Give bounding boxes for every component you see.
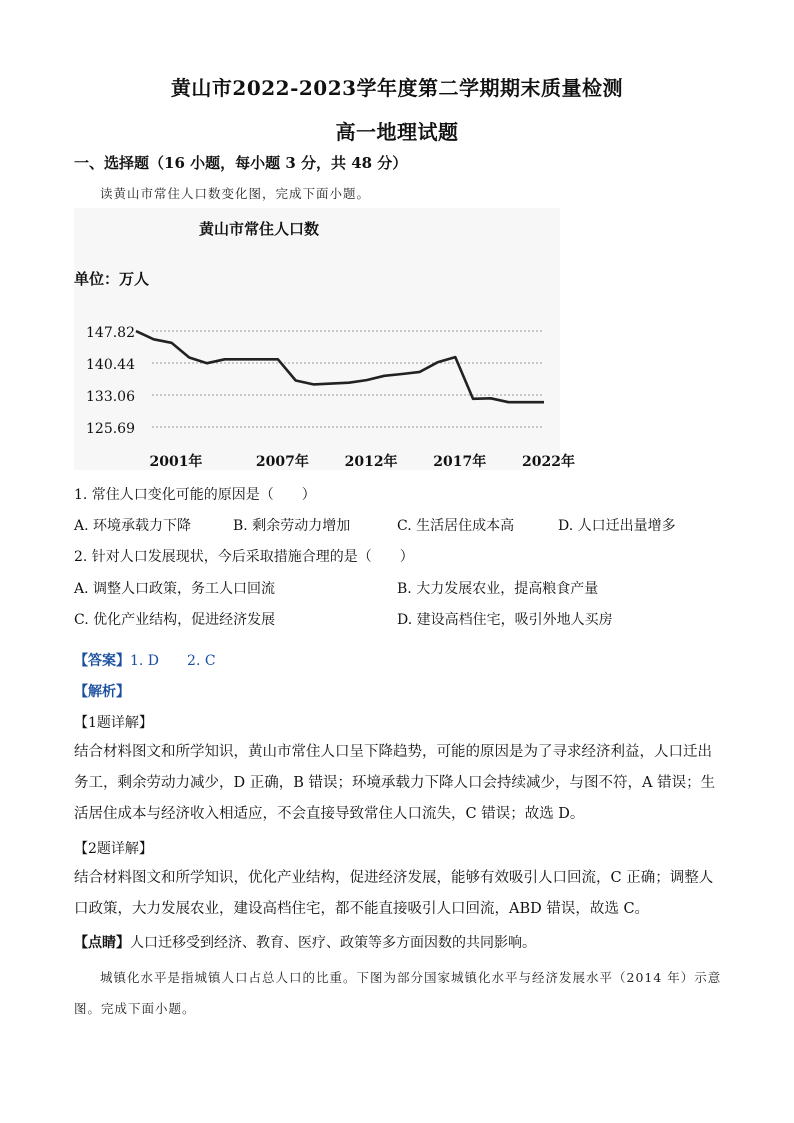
x-tick-label: 2012年 bbox=[344, 454, 398, 470]
answer-value: 1. D 2. C bbox=[130, 653, 216, 669]
population-series-line bbox=[136, 331, 544, 402]
population-chart bbox=[74, 208, 575, 470]
question-2-stem: 2. 针对人口发展现状，今后采取措施合理的是（ ） bbox=[74, 549, 414, 565]
population-chart-svg bbox=[74, 208, 575, 470]
q1-option-b[interactable]: B. 剩余劳动力增加 bbox=[233, 518, 351, 534]
detail-1-tag: 【1题详解】 bbox=[74, 715, 153, 731]
tip-row bbox=[74, 932, 536, 952]
answer-tag: 【答案】 bbox=[74, 653, 130, 669]
question-1-stem: 1. 常住人口变化可能的原因是（ ） bbox=[74, 487, 316, 503]
q1-option-a[interactable]: A. 环境承载力下降 bbox=[74, 518, 192, 534]
chart-x-ticks bbox=[149, 453, 574, 470]
x-tick-label: 2001年 bbox=[149, 454, 203, 470]
chart-y-ticks bbox=[86, 325, 135, 437]
section-heading: 一、选择题（16 小题，每小题 3 分，共 48 分） bbox=[74, 154, 408, 172]
detail-2-tag: 【2题详解】 bbox=[74, 841, 153, 857]
y-tick-label: 133.06 bbox=[86, 389, 135, 406]
x-tick-label: 2022年 bbox=[522, 454, 575, 470]
q2-option-c[interactable]: C. 优化产业结构，促进经济发展 bbox=[74, 612, 276, 628]
q2-option-d[interactable]: D. 建设高档住宅，吸引外地人买房 bbox=[397, 612, 613, 628]
y-tick-label: 140.44 bbox=[86, 357, 135, 374]
x-tick-label: 2007年 bbox=[255, 454, 309, 470]
chart-title: 黄山市常住人口数 bbox=[199, 220, 320, 238]
q1-option-d[interactable]: D. 人口迁出量增多 bbox=[558, 518, 676, 534]
analysis-tag: 【解析】 bbox=[74, 684, 130, 700]
x-tick-label: 2017年 bbox=[433, 454, 487, 470]
q2-option-b[interactable]: B. 大力发展农业，提高粮食产量 bbox=[397, 581, 599, 597]
intro-text-1: 读黄山市常住人口数变化图，完成下面小题。 bbox=[100, 186, 371, 201]
q1-option-c[interactable]: C. 生活居住成本高 bbox=[397, 518, 515, 534]
y-tick-label: 147.82 bbox=[86, 325, 135, 341]
page-title: 黄山市2022-2023学年度第二学期期末质量检测 bbox=[170, 76, 624, 100]
q2-option-a[interactable]: A. 调整人口政策，务工人口回流 bbox=[74, 581, 276, 597]
chart-unit-label: 单位：万人 bbox=[74, 270, 150, 288]
intro-text-2: 城镇化水平是指城镇人口占总人口的比重。下图为部分国家城镇化水平与经济发展水平（2014 年）示意图。完成下面小题。 bbox=[74, 970, 722, 1016]
answer-row bbox=[74, 650, 216, 670]
tip-text: 人口迁移受到经济、教育、医疗、政策等多方面因数的共同影响。 bbox=[130, 935, 536, 951]
page-subtitle: 高一地理试题 bbox=[335, 120, 459, 144]
tip-tag: 【点睛】 bbox=[74, 935, 130, 951]
y-tick-label: 125.69 bbox=[86, 421, 135, 437]
detail-2-text: 结合材料图文和所学知识，优化产业结构，促进经济发展，能够有效吸引人口回流，C 正确；调整人口政策，大力发展农业，建设高档住宅，都不能直接吸引人口回流，ABD 错误，故选 C。 bbox=[74, 870, 714, 917]
chart-gridlines bbox=[152, 331, 544, 427]
detail-1-text: 结合材料图文和所学知识，黄山市常住人口呈下降趋势，可能的原因是为了寻求经济利益，人口迁出务工，剩余劳动力减少，D 正确，B 错误；环境承载力下降人口会持续减少，与图不符，A 错误；生活居住成本与经济收入相适应，不会直接导致常住人口流失，C 错误；故选 D。 bbox=[74, 744, 716, 822]
